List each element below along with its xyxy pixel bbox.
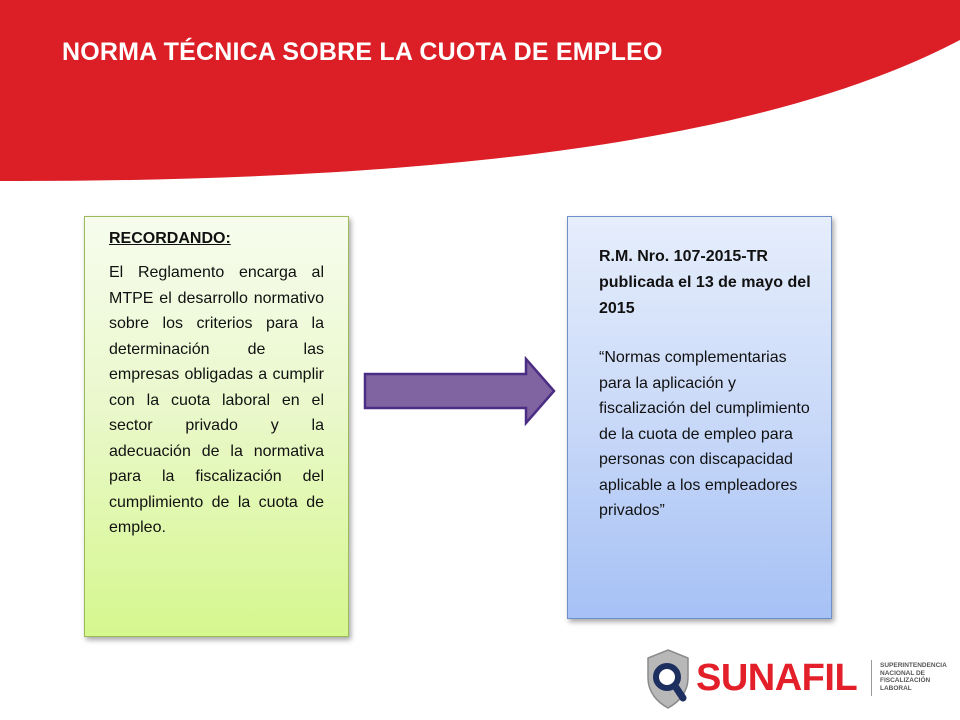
sunafil-logo	[644, 648, 947, 712]
recordando-text: El Reglamento encarga al MTPE el desarrollo normativo sobre los criterios para la determinación de las empresas obligadas a cumplir con la cuota laboral en el sector privado y la adecuación de la normativa para la fiscalización del cumplimiento de la cuota de empleo.	[109, 264, 324, 536]
recordando-box	[84, 216, 349, 637]
logo-brand-text: SUNAFIL	[696, 657, 858, 699]
logo-tagline: SUPERINTENDENCIA NACIONAL DE FISCALIZACIÓN LABORAL	[880, 662, 947, 692]
logo-divider	[871, 660, 872, 696]
resolution-reference: R.M. Nro. 107-2015-TR publicada el 13 de mayo del 2015	[599, 248, 811, 317]
resolution-quote: “Normas complementarias para la aplicación y fiscalización del cumplimiento de la cuota de empleo para personas con discapacidad aplicable a los empleadores privados”	[599, 349, 810, 519]
slide-title: NORMA TÉCNICA SOBRE LA CUOTA DE EMPLEO	[62, 38, 663, 66]
recordando-heading: RECORDANDO:	[109, 230, 231, 247]
header-banner	[0, 0, 960, 190]
resolution-box	[567, 216, 832, 619]
right-arrow-icon	[362, 356, 558, 426]
magnifier-shield-icon	[644, 648, 694, 712]
